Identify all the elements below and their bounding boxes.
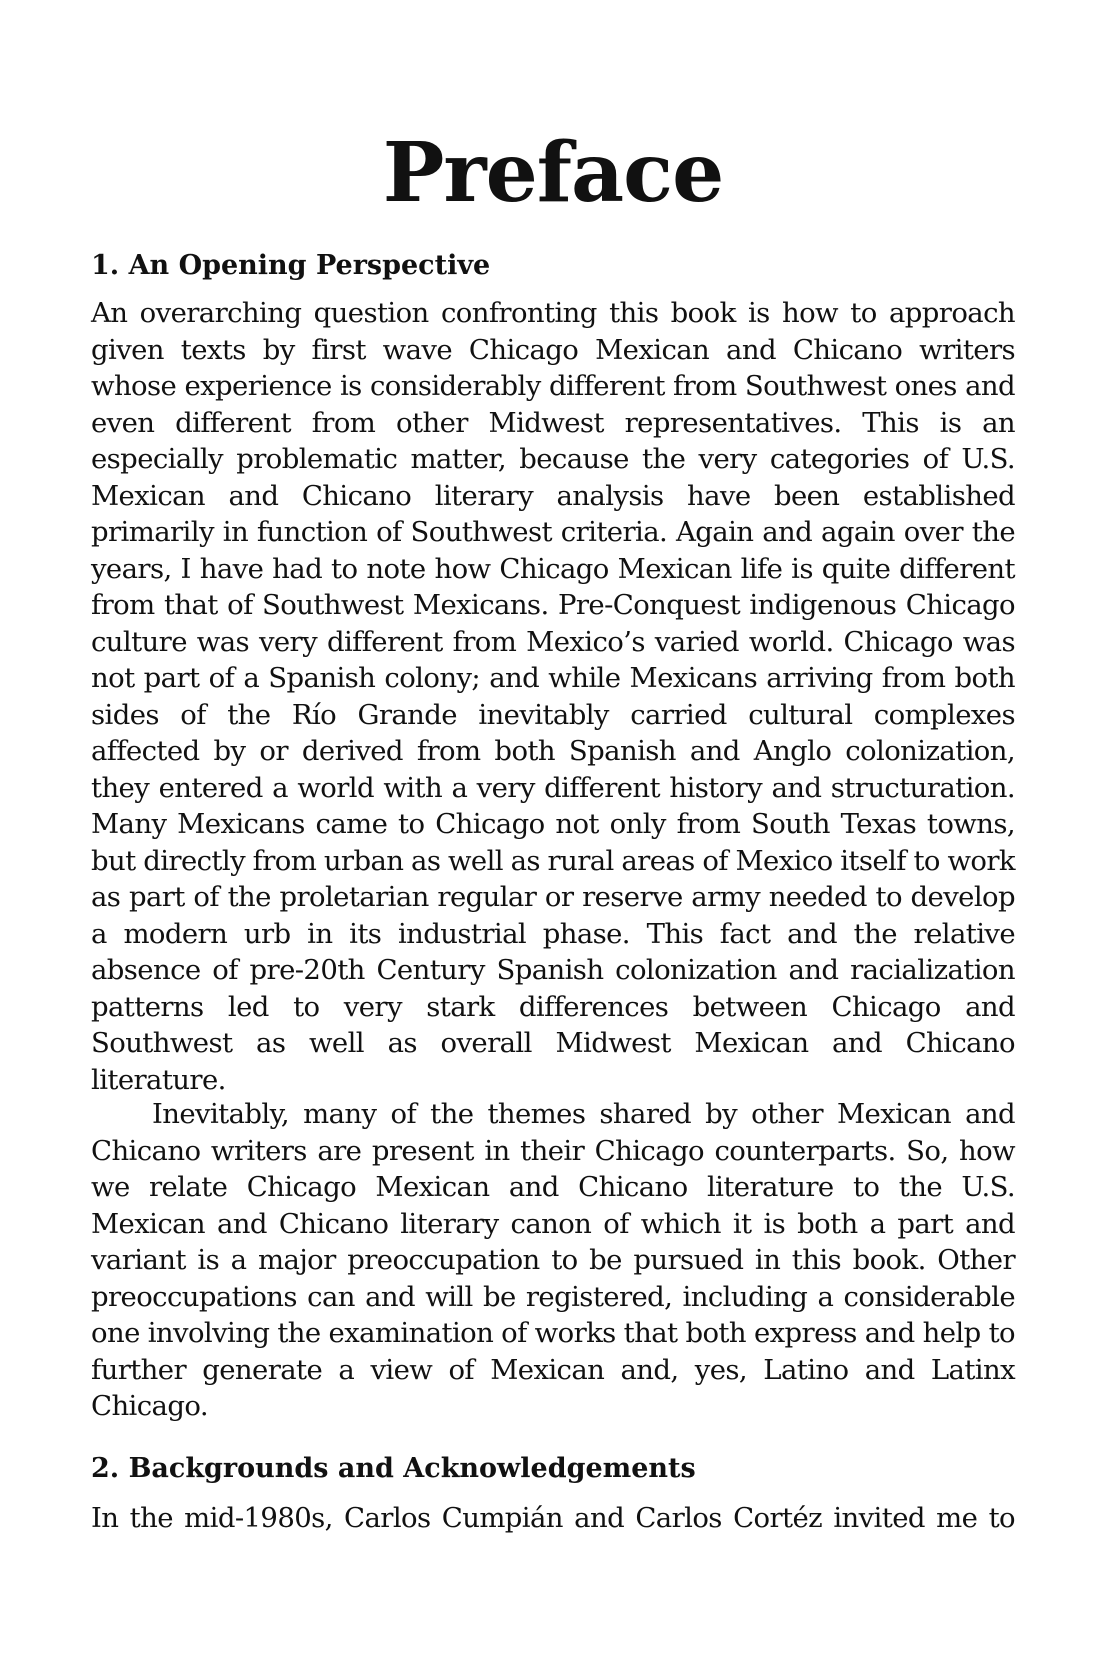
paragraph-backgrounds-1: In the mid-1980s, Carlos Cumpián and Carlos Cortéz invited me to [91,1502,1015,1534]
section-heading-opening-perspective: 1. An Opening Perspective [91,250,491,281]
page-title: Preface [382,125,724,221]
section-heading-backgrounds: 2. Backgrounds and Acknowledgements [91,1453,696,1484]
paragraph-opening-2: Inevitably, many of the themes shared by other Mexican and Chicano writers are present in their Chicago counterparts. So, how we relate Chicago Mexican and Chicano literature to the U.S. Mexican and Chicano literary canon of which it is both a part and variant is a major preoccupation to be pursued in this book. Other preoccupations can and will be registered, including a considerable one involving the examination of works that both express and help to further generate a view of Mexican and, yes, Latino and Latinx Chicago. [91,1098,1015,1422]
paragraph-opening-1: An overarching question confronting this book is how to approach given texts by first wave Chicago Mexican and Chicano writers whose experience is considerably different from Southwest ones and even different from other Midwest representatives. This is an especially problematic matter, because the very categories of U.S. Mexican and Chicano literary analysis have been established primarily in function of Southwest criteria. Again and again over the years, I have had to note how Chicago Mexican life is quite different from that of Southwest Mexicans. Pre-Conquest indigenous Chicago culture was very different from Mexico’s varied world. Chicago was not part of a Spanish colony; and while Mexicans arriving from both sides of the Río Grande inevitably carried cultural complexes affected by or derived from both Spanish and Anglo colonization, they entered a world with a very different history and structuration. Many Mexicans came to Chicago not only from South Texas towns, but directly from urban as well as rural areas of Mexico itself to work as part of the proletarian regular or reserve army needed to develop a modern urb in its industrial phase. This fact and the relative absence of pre-20th Century Spanish colonization and racialization patterns led to very stark differences between Chicago and Southwest as well as overall Midwest Mexican and Chicano literature. [91,297,1015,1096]
